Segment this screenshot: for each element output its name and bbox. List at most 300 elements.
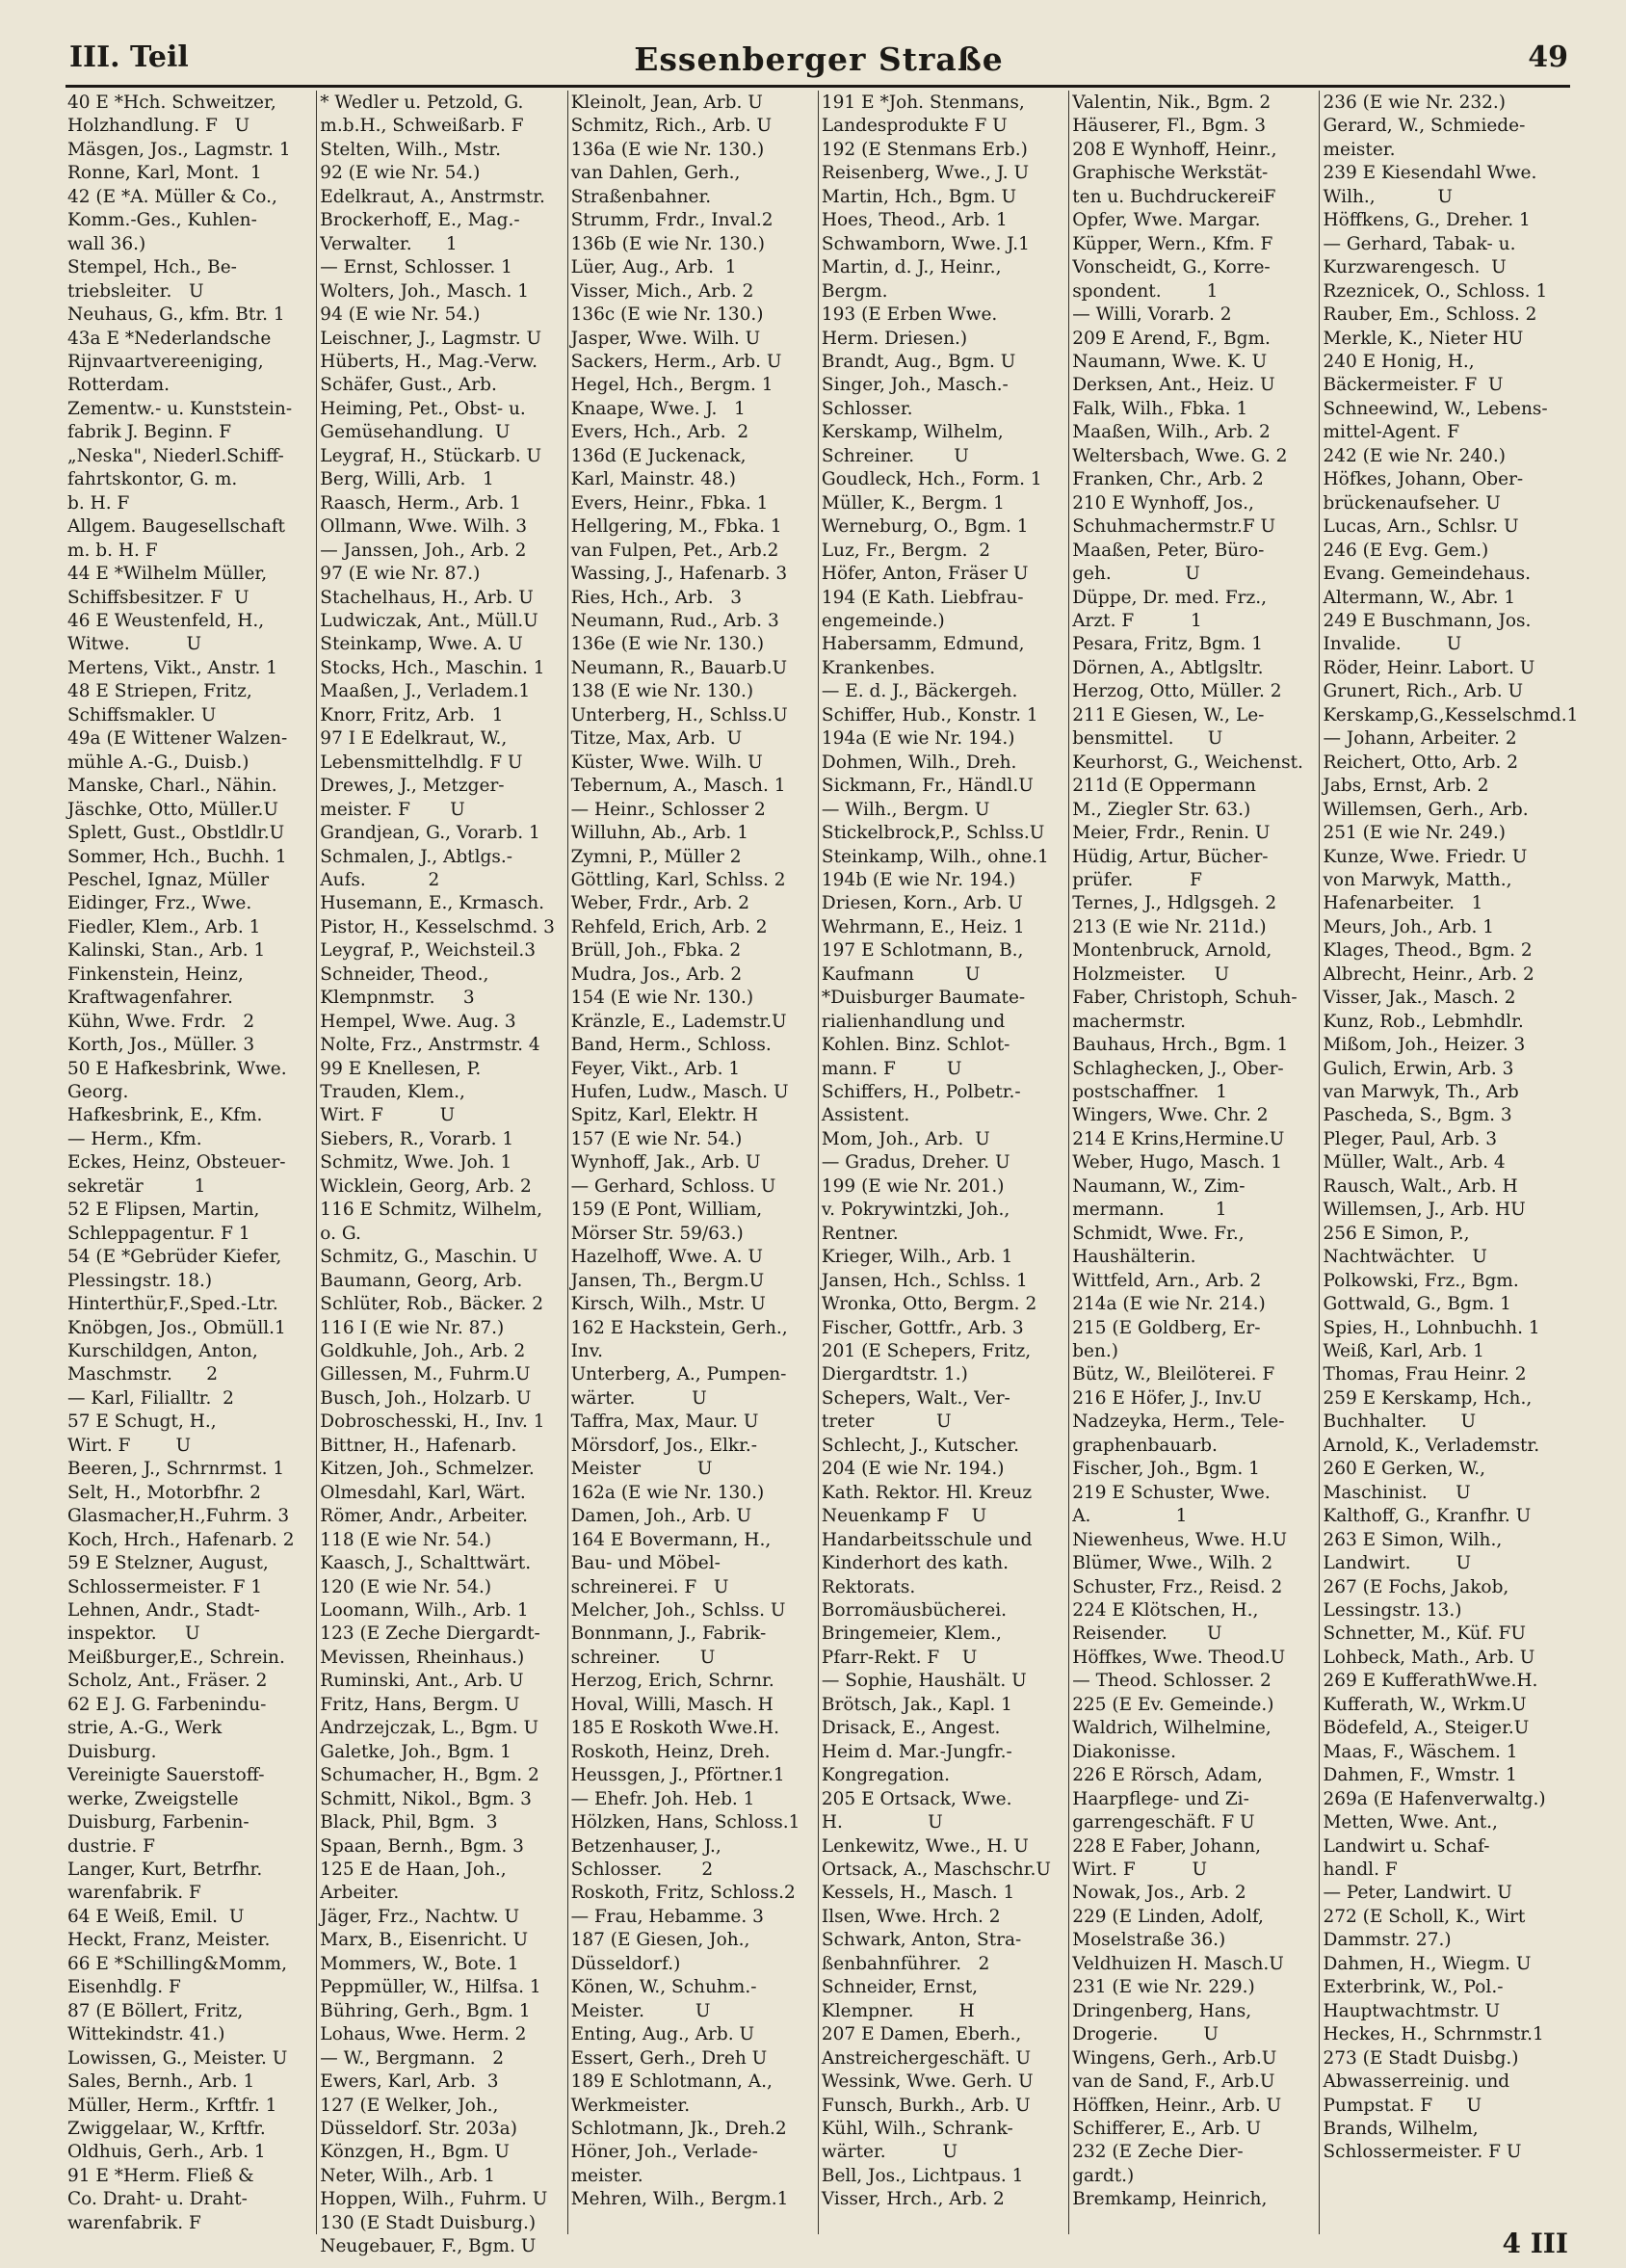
directory-entry-line: Rektorats.: [821, 1576, 916, 1597]
directory-entry-line: Sales, Bernh., Arb. 1: [67, 2071, 255, 2093]
directory-entry-line: Langer, Kurt, Betrfhr.: [67, 1859, 263, 1880]
directory-entry-line: Herzog, Erich, Schrnr.: [570, 1671, 774, 1692]
directory-entry-line: Maschmstr. 2: [67, 1364, 218, 1385]
directory-entry-line: Dörnen, A., Abtlgsltr.: [1072, 657, 1264, 678]
directory-entry-line: Haushälterin.: [1072, 1247, 1196, 1268]
directory-entry-line: Schiffsbesitzer. F U: [67, 587, 249, 608]
directory-entry-line: 194 (E Kath. Liebfrau-: [821, 587, 1024, 608]
directory-entry-line: Neugebauer, F., Bgm. U: [320, 2236, 537, 2257]
directory-entry-line: — W., Bergmann. 2: [320, 2047, 505, 2069]
directory-entry-line: Wittekindstr. 41.): [67, 2024, 225, 2045]
directory-entry-line: 263 E Simon, Wilh.,: [1323, 1529, 1503, 1550]
directory-entry-line: Aufs. 2: [320, 869, 440, 890]
directory-entry-line: Sickmann, Fr., Händl.U: [821, 776, 1034, 797]
directory-entry-line: Sackers, Herm., Arb. U: [570, 351, 782, 372]
directory-entry-line: Leygraf, H., Stückarb. U: [320, 445, 542, 466]
directory-entry-line: 204 (E wie Nr. 194.): [821, 1459, 1005, 1480]
directory-entry-line: Jansen, Th., Bergm.U: [570, 1270, 765, 1291]
directory-entry-line: Arzt. F 1: [1072, 610, 1202, 631]
directory-entry-line: Reisenberg, Wwe., J. U: [821, 163, 1030, 184]
directory-entry-line: Pleger, Paul, Arb. 3: [1323, 1128, 1497, 1149]
directory-entry-line: 191 E *Joh. Stenmans,: [821, 92, 1025, 113]
directory-entry-line: 136a (E wie Nr. 130.): [570, 139, 765, 160]
directory-entry-line: Hinterthür,F.,Sped.-Ltr.: [67, 1294, 278, 1315]
directory-entry-line: Borromäusbücherei.: [821, 1600, 1007, 1621]
directory-entry-line: — Herm., Kfm.: [67, 1128, 202, 1149]
directory-entry-line: Schlosser.: [821, 398, 913, 419]
directory-entry-line: Stickelbrock,P., Schlss.U: [821, 823, 1045, 844]
directory-entry-line: Schuhmachermstr.F U: [1072, 516, 1276, 538]
page-number: 49: [1528, 40, 1568, 74]
directory-entry-line: Schäfer, Gust., Arb.: [320, 375, 497, 396]
directory-entry-line: Schneider, Ernst,: [821, 1977, 979, 1998]
directory-entry-line: Schuster, Frz., Reisd. 2: [1072, 1576, 1283, 1597]
directory-entry-line: bensmittel. U: [1072, 728, 1223, 750]
directory-entry-line: Mehren, Wilh., Bergm.1: [570, 2189, 789, 2210]
directory-entry-line: 249 E Buschmann, Jos.: [1323, 610, 1532, 631]
directory-entry-line: Höner, Joh., Verlade-: [570, 2142, 758, 2163]
directory-column: [1319, 91, 1579, 2234]
directory-entry-line: Neumann, R., Bauarb.U: [570, 657, 788, 678]
directory-entry-line: Rausch, Walt., Arb. H: [1323, 1175, 1518, 1197]
directory-entry-line: Enting, Aug., Arb. U: [570, 2024, 755, 2045]
directory-entry-line: Koch, Hrch., Hafenarb. 2: [67, 1529, 295, 1550]
directory-entry-line: 269a (E Hafenverwaltg.): [1323, 1788, 1546, 1809]
directory-entry-line: Höfkes, Johann, Ober-: [1323, 469, 1524, 490]
directory-entry-line: Kufferath, W., Wrkm.U: [1323, 1694, 1527, 1715]
directory-entry-line: 259 E Kerskamp, Hch.,: [1323, 1387, 1533, 1409]
directory-entry-line: m.b.H., Schweißarb. F: [320, 116, 524, 137]
directory-entry-line: Schlosser. 2: [570, 1859, 714, 1880]
directory-entry-line: Brands, Wilhelm,: [1323, 2118, 1479, 2139]
directory-entry-line: — Theod. Schlosser. 2: [1072, 1671, 1272, 1692]
directory-entry-line: Göttling, Karl, Schlss. 2: [570, 869, 786, 890]
directory-entry-line: — Johann, Arbeiter. 2: [1323, 728, 1517, 750]
directory-entry-line: — Ehefr. Joh. Heb. 1: [570, 1788, 755, 1809]
directory-entry-line: Nadzeyka, Herm., Tele-: [1072, 1411, 1285, 1433]
directory-entry-line: Abwasserreinig. und: [1323, 2071, 1510, 2093]
directory-entry-line: Knaape, Wwe. J. 1: [570, 398, 746, 419]
directory-entry-line: Waldrich, Wilhelmine,: [1072, 1718, 1272, 1739]
section-label: III. Teil: [69, 40, 189, 74]
directory-entry-line: warenfabrik. F: [67, 2212, 201, 2233]
directory-entry-line: Unterberg, H., Schlss.U: [570, 704, 788, 725]
directory-entry-line: Nolte, Frz., Anstrmstr. 4: [320, 1035, 540, 1056]
directory-entry-line: Knorr, Fritz, Arb. 1: [320, 704, 504, 725]
directory-entry-line: Raasch, Herm., Arb. 1: [320, 492, 521, 514]
directory-entry-line: 97 (E wie Nr. 87.): [320, 564, 481, 585]
directory-entry-line: prüfer. F: [1072, 869, 1202, 890]
directory-entry-line: Wilh., U: [1323, 186, 1453, 207]
directory-entry-line: Vonscheidt, G., Korre-: [1072, 257, 1271, 278]
directory-entry-line: Wolters, Joh., Masch. 1: [320, 280, 529, 302]
directory-entry-line: Willuhn, Ab., Arb. 1: [570, 823, 748, 844]
directory-entry-line: Heckt, Franz, Meister.: [67, 1930, 271, 1951]
directory-entry-line: Hempel, Wwe. Aug. 3: [320, 1011, 516, 1032]
directory-entry-line: Franken, Chr., Arb. 2: [1072, 469, 1264, 490]
directory-entry-line: Visser, Hrch., Arb. 2: [821, 2189, 1005, 2210]
directory-entry-line: Essert, Gerh., Dreh U: [570, 2047, 768, 2069]
directory-entry-line: 219 E Schuster, Wwe.: [1072, 1482, 1271, 1503]
directory-entry-line: Ollmann, Wwe. Wilh. 3: [320, 516, 527, 538]
directory-entry-line: Polkowski, Frz., Bgm.: [1323, 1270, 1519, 1291]
directory-entry-line: Goldkuhle, Joh., Arb. 2: [320, 1341, 526, 1362]
directory-entry-line: van de Sand, F., Arb.U: [1072, 2071, 1275, 2093]
directory-entry-line: 199 (E wie Nr. 201.): [821, 1175, 1005, 1197]
directory-entry-line: Grandjean, G., Vorarb. 1: [320, 823, 540, 844]
directory-entry-line: 94 (E wie Nr. 54.): [320, 304, 481, 326]
directory-entry-line: 236 (E wie Nr. 232.): [1323, 92, 1507, 113]
directory-entry-line: Schreiner. U: [821, 445, 969, 466]
directory-entry-line: 116 E Schmitz, Wilhelm,: [320, 1200, 542, 1221]
directory-entry-line: brückenaufseher. U: [1323, 492, 1501, 514]
directory-entry-line: 54 (E *Gebrüder Kiefer,: [67, 1247, 282, 1268]
directory-entry-line: 246 (E Evg. Gem.): [1323, 540, 1489, 561]
directory-entry-line: Schneewind, W., Lebens-: [1323, 398, 1548, 419]
directory-entry-line: Maas, F., Wäschem. 1: [1323, 1741, 1518, 1762]
directory-entry-line: Graphische Werkstät-: [1072, 163, 1269, 184]
directory-entry-line: Naumann, Wwe. K. U: [1072, 351, 1268, 372]
directory-entry-line: Kohlen. Binz. Schlot-: [821, 1035, 1010, 1056]
directory-entry-line: Melcher, Joh., Schlss. U: [570, 1600, 786, 1621]
directory-entry-line: *Duisburger Baumate-: [821, 988, 1026, 1009]
directory-entry-line: Dringenberg, Hans,: [1072, 2000, 1252, 2021]
directory-entry-line: Klages, Theod., Bgm. 2: [1323, 940, 1533, 962]
directory-entry-line: Dammstr. 27.): [1323, 1930, 1452, 1951]
directory-entry-line: Schneider, Theod.,: [320, 963, 489, 985]
signature-mark: 4 III: [1502, 2228, 1568, 2259]
directory-entry-line: Landesprodukte F U: [821, 116, 1008, 137]
directory-entry-line: 251 (E wie Nr. 249.): [1323, 823, 1507, 844]
directory-entry-line: Kunz, Rob., Lebmhdlr.: [1323, 1011, 1524, 1032]
directory-entry-line: Kerskamp, Wilhelm,: [821, 422, 1004, 443]
directory-entry-line: schreinerei. F U: [570, 1576, 729, 1597]
directory-entry-line: Buchhalter. U: [1323, 1411, 1477, 1433]
directory-entry-line: Rentner.: [821, 1223, 899, 1244]
directory-entry-line: Habersamm, Edmund,: [821, 634, 1025, 655]
directory-entry-line: Pesara, Fritz, Bgm. 1: [1072, 634, 1263, 655]
directory-entry-line: Keurhorst, G., Weichenst.: [1072, 752, 1303, 773]
page-header: [69, 40, 1568, 89]
directory-entry-line: Scholz, Ant., Fräser. 2: [67, 1671, 268, 1692]
directory-entry-line: 214 E Krins,Hermine.U: [1072, 1128, 1285, 1149]
directory-entry-line: Evers, Heinr., Fbka. 1: [570, 492, 769, 514]
directory-entry-line: Edelkraut, A., Anstrmstr.: [320, 186, 545, 207]
directory-entry-line: Unterberg, A., Pumpen-: [570, 1364, 787, 1385]
directory-entry-line: Wirt. F U: [320, 1105, 456, 1126]
directory-entry-line: van Fulpen, Pet., Arb.2: [570, 540, 779, 561]
directory-entry-line: werke, Zweigstelle: [67, 1788, 239, 1809]
directory-entry-line: mermann. 1: [1072, 1200, 1227, 1221]
directory-entry-line: Martin, d. J., Heinr.,: [821, 257, 1002, 278]
directory-entry-line: Wassing, J., Hafenarb. 3: [570, 564, 788, 585]
directory-entry-line: Strumm, Frdr., Inval.2: [570, 210, 774, 231]
directory-entry-line: Schleppagentur. F 1: [67, 1223, 250, 1244]
directory-entry-line: Thomas, Frau Heinr. 2: [1323, 1364, 1527, 1385]
directory-entry-line: Mertens, Vikt., Anstr. 1: [67, 657, 278, 678]
directory-entry-line: Husemann, E., Krmasch.: [320, 893, 544, 914]
directory-entry-line: Jasper, Wwe. Wilh. U: [570, 328, 761, 349]
directory-entry-line: 225 (E Ev. Gemeinde.): [1072, 1694, 1274, 1715]
directory-entry-line: 62 E J. G. Farbenindu-: [67, 1694, 267, 1715]
directory-entry-line: — Sophie, Haushält. U: [821, 1671, 1027, 1692]
directory-entry-line: Pistor, H., Kesselschmd. 3: [320, 916, 555, 937]
directory-entry-line: Wittfeld, Arn., Arb. 2: [1072, 1270, 1262, 1291]
directory-entry-line: Heckes, H., Schrnmstr.1: [1323, 2024, 1544, 2045]
directory-entry-line: Lohaus, Wwe. Herm. 2: [320, 2024, 527, 2045]
directory-entry-line: handl. F: [1323, 1859, 1398, 1880]
directory-entry-line: Wicklein, Georg, Arb. 2: [320, 1175, 532, 1197]
directory-entry-line: Pfarr-Rekt. F U: [821, 1647, 978, 1668]
directory-entry-line: Assistent.: [821, 1105, 910, 1126]
directory-entry-line: Klempnmstr. 3: [320, 988, 475, 1009]
directory-entry-line: Maschinist. U: [1323, 1482, 1471, 1503]
directory-entry-line: 215 (E Goldberg, Er-: [1072, 1317, 1261, 1338]
directory-entry-line: Betzenhauser, J.,: [570, 1835, 721, 1857]
directory-entry-line: b. H. F: [67, 492, 130, 514]
directory-entry-line: Pumpstat. F U: [1323, 2095, 1482, 2116]
directory-entry-line: Bühring, Gerh., Bgm. 1: [320, 2000, 531, 2021]
directory-entry-line: Schiffers, H., Polbetr.-: [821, 1082, 1021, 1103]
directory-column: [818, 91, 1068, 2234]
directory-entry-line: Müller, Herm., Krftfr. 1: [67, 2095, 277, 2116]
directory-entry-line: Gillessen, M., Fuhrm.U: [320, 1364, 531, 1385]
directory-entry-line: 49a (E Wittener Walzen-: [67, 728, 288, 750]
directory-entry-line: 127 (E Welker, Joh.,: [320, 2095, 499, 2116]
directory-entry-line: Opfer, Wwe. Margar.: [1072, 210, 1261, 231]
directory-entry-line: Mudra, Jos., Arb. 2: [570, 963, 743, 985]
directory-entry-line: Drisack, E., Angest.: [821, 1718, 1001, 1739]
directory-entry-line: Steinkamp, Wwe. A. U: [320, 634, 523, 655]
header-rule: [66, 85, 1570, 88]
directory-column: [66, 91, 316, 2234]
directory-entry-line: Visser, Jak., Masch. 2: [1323, 988, 1516, 1009]
directory-entry-line: 207 E Damen, Eberh.,: [821, 2024, 1022, 2045]
directory-entry-line: Black, Phil, Bgm. 3: [320, 1812, 498, 1833]
directory-entry-line: 272 (E Scholl, K., Wirt: [1323, 1906, 1526, 1927]
directory-entry-line: 136c (E wie Nr. 130.): [570, 304, 764, 326]
directory-entry-line: Heim d. Mar.-Jungfr.-: [821, 1741, 1012, 1762]
directory-entry-line: Kühl, Wilh., Schrank-: [821, 2118, 1013, 2139]
directory-entry-line: Ruminski, Ant., Arb. U: [320, 1671, 524, 1692]
directory-entry-line: 91 E *Herm. Fließ &: [67, 2165, 254, 2186]
directory-entry-line: Rotterdam.: [67, 375, 170, 396]
directory-entry-line: 208 E Wynhoff, Heinr.,: [1072, 139, 1277, 160]
directory-entry-line: Müller, Walt., Arb. 4: [1323, 1152, 1506, 1174]
directory-entry-line: Bittner, H., Hafenarb.: [320, 1435, 517, 1456]
directory-entry-line: Roskoth, Heinz, Dreh.: [570, 1741, 771, 1762]
directory-entry-line: van Dahlen, Gerh.,: [570, 163, 741, 184]
directory-entry-line: Baumann, Georg, Arb.: [320, 1270, 523, 1291]
directory-entry-line: mann. F U: [821, 1058, 962, 1079]
directory-entry-line: Gerard, W., Schmiede-: [1323, 116, 1526, 137]
directory-entry-line: 125 E de Haan, Joh.,: [320, 1859, 507, 1880]
directory-entry-line: Hegel, Hch., Bergm. 1: [570, 375, 774, 396]
directory-entry-line: Fritz, Hans, Bergm. U: [320, 1694, 520, 1715]
directory-entry-line: Ewers, Karl, Arb. 3: [320, 2071, 499, 2093]
directory-entry-line: Landwirt u. Schaf-: [1323, 1835, 1490, 1857]
directory-entry-line: Kerskamp,G.,Kesselschmd.1: [1323, 704, 1579, 725]
directory-entry-line: Schlossermeister. F 1: [67, 1576, 263, 1597]
directory-entry-line: 185 E Roskoth Wwe.H.: [570, 1718, 780, 1739]
directory-entry-line: 210 E Wynhoff, Jos.,: [1072, 492, 1254, 514]
directory-entry-line: wärter. U: [821, 2142, 958, 2163]
directory-entry-line: Meier, Frdr., Renin. U: [1072, 823, 1271, 844]
directory-entry-line: 136b (E wie Nr. 130.): [570, 233, 765, 254]
directory-column: [1068, 91, 1319, 2234]
directory-entry-line: Steinkamp, Wilh., ohne.1: [821, 846, 1049, 867]
directory-entry-line: 52 E Flipsen, Martin,: [67, 1200, 260, 1221]
directory-entry-line: Heussgen, J., Pförtner.1: [570, 1765, 785, 1786]
directory-entry-line: Wirt. F U: [1072, 1859, 1208, 1880]
directory-entry-line: Faber, Christoph, Schuh-: [1072, 988, 1298, 1009]
directory-entry-line: Selt, H., Motorbfhr. 2: [67, 1482, 261, 1503]
directory-entry-line: 231 (E wie Nr. 229.): [1072, 1977, 1255, 1998]
directory-entry-line: Gottwald, G., Bgm. 1: [1323, 1294, 1511, 1315]
directory-entry-line: Holzhandlung. F U: [67, 116, 250, 137]
directory-entry-line: — Gerhard, Tabak- u.: [1323, 233, 1516, 254]
directory-entry-line: 92 (E wie Nr. 54.): [320, 163, 481, 184]
directory-entry-line: M., Ziegler Str. 63.): [1072, 799, 1251, 820]
directory-entry-line: Düppe, Dr. med. Frz.,: [1072, 587, 1268, 608]
directory-entry-line: Goudleck, Hch., Form. 1: [821, 469, 1042, 490]
directory-entry-line: Damen, Joh., Arb. U: [570, 1506, 752, 1527]
directory-entry-line: Bremkamp, Heinrich,: [1072, 2189, 1268, 2210]
directory-column: [567, 91, 818, 2234]
directory-entry-line: Valentin, Nik., Bgm. 2: [1072, 92, 1272, 113]
directory-entry-line: Stelten, Wilh., Mstr.: [320, 139, 501, 160]
directory-entry-line: Neuenkamp F U: [821, 1506, 987, 1527]
directory-entry-line: 57 E Schugt, H.,: [67, 1411, 217, 1433]
directory-entry-line: Plessingstr. 18.): [67, 1270, 213, 1291]
directory-entry-line: Montenbruck, Arnold,: [1072, 940, 1272, 962]
directory-entry-line: Müller, K., Bergm. 1: [821, 492, 1005, 514]
directory-entry-line: Mommers, W., Bote. 1: [320, 1953, 519, 1974]
directory-entry-line: Mäsgen, Jos., Lagmstr. 1: [67, 139, 291, 160]
directory-entry-line: Schmidt, Wwe. Fr.,: [1072, 1223, 1245, 1244]
directory-entry-line: Kurzwarengesch. U: [1323, 257, 1507, 278]
directory-entry-line: Lebensmittelhdlg. F U: [320, 752, 523, 773]
directory-entry-line: Ternes, J., Hdlgsgeh. 2: [1072, 893, 1277, 914]
directory-entry-line: Ludwiczak, Ant., Müll.U: [320, 610, 538, 631]
directory-entry-line: Eidinger, Frz., Wwe.: [67, 893, 252, 914]
directory-entry-line: 99 E Knellesen, P.: [320, 1058, 482, 1079]
directory-entry-line: Inv.: [570, 1341, 603, 1362]
directory-entry-line: mittel-Agent. F: [1323, 422, 1460, 443]
directory-entry-line: Weiß, Karl, Arb. 1: [1323, 1341, 1484, 1362]
directory-entry-line: Straßenbahner.: [570, 186, 712, 207]
directory-entry-line: Metten, Wwe. Ant.,: [1323, 1812, 1498, 1833]
directory-entry-line: Nachtwächter. U: [1323, 1247, 1487, 1268]
directory-entry-line: Jansen, Hch., Schlss. 1: [821, 1270, 1028, 1291]
directory-entry-line: wärter. U: [570, 1387, 707, 1409]
directory-entry-line: Zementw.- u. Kunststein-: [67, 398, 293, 419]
directory-entry-line: Schlecht, J., Kutscher.: [821, 1435, 1019, 1456]
directory-entry-line: 197 E Schlotmann, B.,: [821, 940, 1024, 962]
directory-entry-line: 48 E Striepen, Fritz,: [67, 681, 252, 702]
directory-entry-line: Vereinigte Sauerstoff-: [67, 1765, 265, 1786]
directory-entry-line: Witwe. U: [67, 634, 202, 655]
directory-entry-line: fabrik J. Beginn. F: [67, 422, 232, 443]
directory-entry-line: Evang. Gemeindehaus.: [1323, 564, 1532, 585]
directory-entry-line: spondent. 1: [1072, 280, 1219, 302]
directory-entry-line: ten u. BuchdruckereiF: [1072, 186, 1276, 207]
directory-entry-line: Kurschildgen, Anton,: [67, 1341, 258, 1362]
directory-entry-line: Roskoth, Fritz, Schloss.2: [570, 1883, 796, 1904]
directory-entry-line: Kongregation.: [821, 1765, 951, 1786]
directory-entry-line: Brandt, Aug., Bgm. U: [821, 351, 1016, 372]
directory-entry-line: Hüberts, H., Mag.-Verw.: [320, 351, 538, 372]
directory-entry-line: Maaßen, Peter, Büro-: [1072, 540, 1265, 561]
directory-entry-line: Spies, H., Lohnbuchh. 1: [1323, 1317, 1540, 1338]
directory-entry-line: Band, Herm., Schloss.: [570, 1035, 772, 1056]
directory-entry-line: Peschel, Ignaz, Müller: [67, 869, 270, 890]
directory-entry-line: Funsch, Burkh., Arb. U: [821, 2095, 1031, 2116]
directory-entry-line: 273 (E Stadt Duisbg.): [1323, 2047, 1519, 2069]
directory-entry-line: Marx, B., Eisenricht. U: [320, 1930, 529, 1951]
directory-entry-line: garrengeschäft. F U: [1072, 1812, 1255, 1833]
directory-entry-line: Schlotmann, Jk., Dreh.2: [570, 2118, 787, 2139]
directory-entry-line: Eckes, Heinz, Obsteuer-: [67, 1152, 286, 1174]
directory-entry-line: 211 E Giesen, W., Le-: [1072, 704, 1265, 725]
directory-entry-line: Hoval, Willi, Masch. H: [570, 1694, 774, 1715]
directory-entry-line: Invalide. U: [1323, 634, 1462, 655]
directory-entry-line: Bringemeier, Klem.,: [821, 1623, 1002, 1645]
directory-entry-line: Röder, Heinr. Labort. U: [1323, 657, 1535, 678]
directory-entry-line: Lenkewitz, Wwe., H. U: [821, 1835, 1029, 1857]
directory-entry-line: 267 (E Fochs, Jakob,: [1323, 1576, 1509, 1597]
directory-entry-line: Splett, Gust., Obstldlr.U: [67, 823, 285, 844]
directory-entry-line: Klempner. H: [821, 2000, 975, 2021]
directory-entry-line: Bütz, W., Bleilöterei. F: [1072, 1364, 1275, 1385]
directory-entry-line: Brüll, Joh., Fbka. 2: [570, 940, 742, 962]
directory-entry-line: 123 (E Zeche Diergardt-: [320, 1623, 540, 1645]
directory-entry-line: 239 E Kiesendahl Wwe.: [1323, 163, 1537, 184]
directory-entry-line: Kaufmann U: [821, 963, 981, 985]
directory-entry-line: Duisburg, Farbenin-: [67, 1812, 249, 1833]
directory-entry-line: Bell, Jos., Lichtpaus. 1: [821, 2165, 1024, 2186]
directory-entry-line: Meißburger,E., Schrein.: [67, 1647, 285, 1668]
directory-entry-line: Kleinolt, Jean, Arb. U: [570, 92, 763, 113]
directory-entry-line: Arnold, K., Verlademstr.: [1323, 1435, 1540, 1456]
directory-entry-line: Jäschke, Otto, Müller.U: [67, 799, 278, 820]
directory-entry-line: Knöbgen, Jos., Obmüll.1: [67, 1317, 286, 1338]
directory-entry-line: Dahmen, F., Wmstr. 1: [1323, 1765, 1517, 1786]
directory-entry-line: Visser, Mich., Arb. 2: [570, 280, 754, 302]
directory-entry-line: sekretär 1: [67, 1175, 206, 1197]
street-title: Essenberger Straße: [634, 40, 1004, 78]
directory-entry-line: Falk, Wilh., Fbka. 1: [1072, 398, 1248, 419]
directory-entry-line: Werkmeister.: [570, 2095, 691, 2116]
directory-entry-line: Altermann, W., Abr. 1: [1323, 587, 1516, 608]
directory-entry-line: Arbeiter.: [320, 1883, 400, 1904]
directory-entry-line: fahrtskontor, G. m.: [67, 469, 238, 490]
directory-entry-line: Häuserer, Fl., Bgm. 3: [1072, 116, 1266, 137]
directory-entry-line: Luz, Fr., Bergm. 2: [821, 540, 991, 561]
directory-entry-line: 116 I (E wie Nr. 87.): [320, 1317, 505, 1338]
directory-entry-line: Mörser Str. 59/63.): [570, 1223, 744, 1244]
directory-entry-line: Höfer, Anton, Fräser U: [821, 564, 1029, 585]
directory-entry-line: 162 E Hackstein, Gerh.,: [570, 1317, 788, 1338]
directory-entry-line: Niewenheus, Wwe. H.U: [1072, 1529, 1288, 1550]
directory-entry-line: 216 E Höfer, J., Inv.U: [1072, 1387, 1262, 1409]
directory-entry-line: Schmitz, G., Maschin. U: [320, 1247, 538, 1268]
directory-entry-line: Meister U: [570, 1459, 713, 1480]
directory-entry-line: Kinderhort des kath.: [821, 1553, 1010, 1574]
directory-entry-line: Feyer, Vikt., Arb. 1: [570, 1058, 741, 1079]
directory-entry-line: — Willi, Vorarb. 2: [1072, 304, 1232, 326]
directory-entry-line: Reichert, Otto, Arb. 2: [1323, 752, 1519, 773]
